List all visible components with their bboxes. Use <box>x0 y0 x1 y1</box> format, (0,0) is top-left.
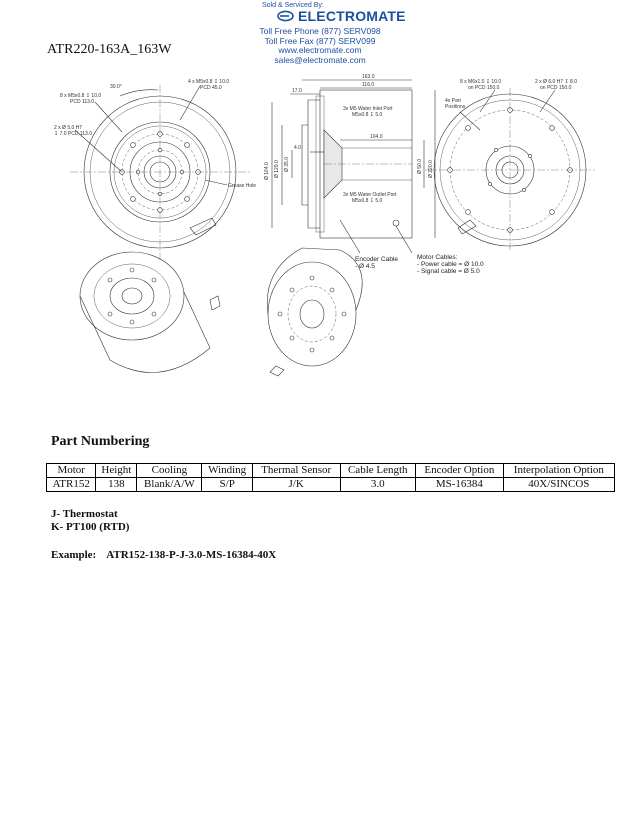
front-dowel-pcd-label: ↧ 7.0 PCD 113.0 <box>54 131 93 137</box>
front-top-pcd-label: PCD 45.0 <box>200 85 222 91</box>
header-cell: Winding <box>202 464 252 478</box>
email-link[interactable]: sales@electromate.com <box>274 54 366 65</box>
technical-drawing <box>40 70 620 385</box>
value-cell: J/K <box>252 478 340 492</box>
brand-logo <box>277 8 406 24</box>
table-row <box>47 478 615 492</box>
water-outlet-label: 3x M5 Water Outlet Port <box>343 192 397 198</box>
header-cell: Encoder Option <box>416 464 504 478</box>
encoder-cable-label: Encoder Cable <box>355 256 398 263</box>
rear-view <box>425 88 595 252</box>
value-cell: S/P <box>202 478 252 492</box>
note-pt100: K- PT100 (RTD) <box>51 521 130 533</box>
note-thermostat: J- Thermostat <box>51 508 118 520</box>
example-line <box>51 549 276 561</box>
dim-4: 4.0 <box>294 145 301 151</box>
front-holes-label: 8 x M5x0.8 ↧ 10.0 <box>60 93 102 99</box>
header-cell: Thermal Sensor <box>252 464 340 478</box>
dim-dia-50: Ø 50.0 <box>417 158 423 174</box>
water-inlet-thread: M5x0.8 ↧ 5.0 <box>352 112 383 118</box>
value-cell: 3.0 <box>340 478 416 492</box>
water-outlet-thread: M5x0.8 ↧ 5.0 <box>352 198 383 204</box>
header-cell: Height <box>96 464 137 478</box>
water-inlet-label: 3x M5 Water Inlet Port <box>343 106 393 112</box>
value-cell: ATR152 <box>47 478 96 492</box>
front-dowel-label: 2 x Ø 5.0 H7 <box>54 125 83 131</box>
header-cell: Interpolation Option <box>503 464 614 478</box>
rear-holes-pcd: on PCD 150.0 <box>468 85 500 91</box>
website-link[interactable]: www.electromate.com <box>278 45 362 55</box>
value-cell: 138 <box>96 478 137 492</box>
rear-dowel-label: 2 x Ø 6.0 H7 ↧ 8.0 <box>535 79 577 85</box>
header-cell: Cable Length <box>340 464 416 478</box>
part-positions-label: 4x Part <box>445 98 461 104</box>
rear-holes-label: 8 x M6x1.0 ↧ 10.0 <box>460 79 502 85</box>
header-cell: Cooling <box>137 464 202 478</box>
toll-free-fax: Toll Free Fax (877) SERV099 <box>264 35 376 46</box>
front-top-holes-label: 4 x M5x0.8 ↧ 10.0 <box>188 79 230 85</box>
dim-163: 163.0 <box>362 74 375 80</box>
dim-dia-220: Ø 220.0 <box>428 160 434 178</box>
power-cable-label: - Power cable = Ø 10.0 <box>417 261 484 268</box>
front-pcd-label: PCD 113.0 <box>70 99 95 105</box>
angle-label: 30.0° <box>110 84 122 90</box>
front-view <box>70 85 250 260</box>
model-title: ATR220-163A_163W <box>47 42 172 57</box>
part-positions-label-2: Positions <box>445 104 466 110</box>
rear-dowel-pcd: on PCD 150.0 <box>540 85 572 91</box>
dim-dia-164: Ø 164.0 <box>264 162 270 180</box>
value-cell: MS-16384 <box>416 478 504 492</box>
dim-dia-35: Ø 35.0 <box>284 156 290 172</box>
value-cell: Blank/A/W <box>137 478 202 492</box>
sold-by-text: Sold & Serviced By: <box>262 2 324 9</box>
contact-block <box>250 27 390 65</box>
header-cell: Motor <box>47 464 96 478</box>
encoder-cable-dia: - Ø 4.5 <box>355 263 375 270</box>
table-header-row <box>47 464 615 478</box>
value-cell: 40X/SINCOS <box>503 478 614 492</box>
brand-name: ELECTROMATE <box>298 8 406 24</box>
part-numbering-table <box>46 463 615 492</box>
grease-hole-label: Grease Hole <box>228 183 257 189</box>
example-value: ATR152-138-P-J-3.0-MS-16384-40X <box>106 549 277 561</box>
dim-104: 104.0 <box>370 134 383 140</box>
isometric-view-rear <box>267 248 362 376</box>
dim-dia-129: Ø 129.0 <box>274 160 280 178</box>
toll-free-phone: Toll Free Phone (877) SERV098 <box>259 26 381 36</box>
motor-cables-label: Motor Cables: <box>417 254 458 261</box>
signal-cable-label: - Signal cable = Ø 5.0 <box>417 268 480 275</box>
electromate-logo-icon <box>277 10 294 22</box>
example-label: Example: <box>51 549 97 561</box>
part-numbering-title: Part Numbering <box>51 434 150 449</box>
dim-17: 17.0 <box>292 88 302 94</box>
isometric-view-front <box>80 252 220 373</box>
dim-116: 116.0 <box>362 82 375 88</box>
